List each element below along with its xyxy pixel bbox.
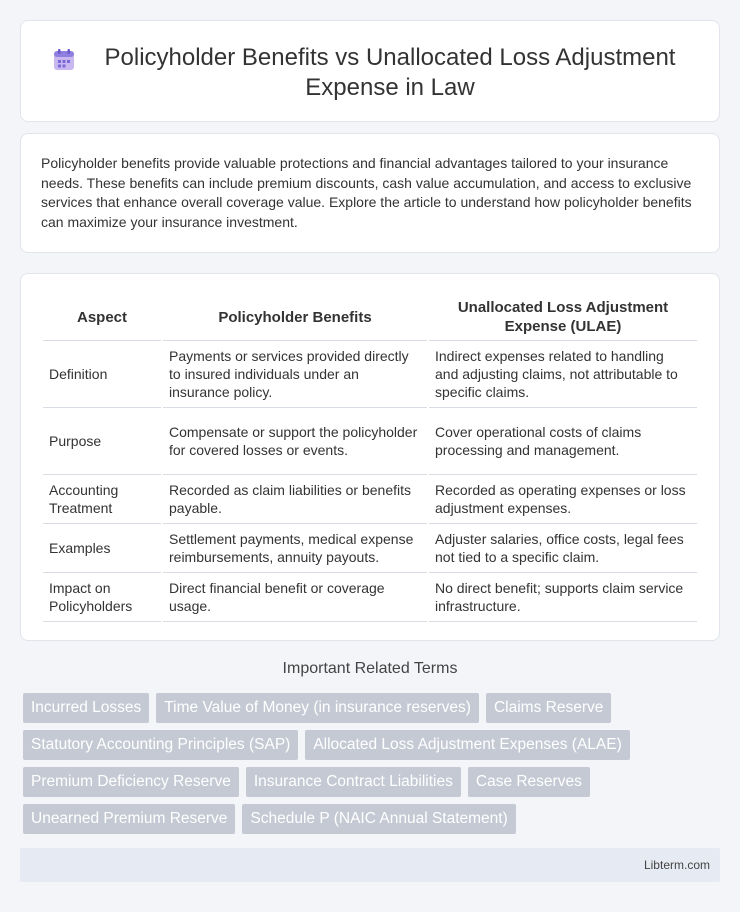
title-card	[20, 20, 720, 122]
cell-ulae: Indirect expenses related to handling and adjusting claims, not attributable to specific claims.	[429, 341, 697, 408]
cell-policyholder-benefits: Recorded as claim liabilities or benefits payable.	[163, 475, 427, 524]
related-term-tag[interactable]: Statutory Accounting Principles (SAP)	[23, 730, 298, 760]
related-term-tag[interactable]: Claims Reserve	[486, 693, 611, 723]
related-terms-heading: Important Related Terms	[282, 660, 458, 677]
table-row	[43, 524, 697, 573]
table-row	[43, 573, 697, 622]
related-terms-list	[23, 693, 723, 834]
cell-policyholder-benefits: Direct financial benefit or coverage usage.	[163, 573, 427, 622]
cell-policyholder-benefits: Settlement payments, medical expense reimbursements, annuity payouts.	[163, 524, 427, 573]
comparison-table	[41, 294, 699, 622]
cell-ulae: Recorded as operating expenses or loss adjustment expenses.	[429, 475, 697, 524]
cell-aspect: Definition	[43, 341, 161, 408]
related-term-tag[interactable]: Time Value of Money (in insurance reserves)	[156, 693, 479, 723]
intro-card	[20, 133, 720, 253]
cell-ulae: Adjuster salaries, office costs, legal fees not tied to a specific claim.	[429, 524, 697, 573]
cell-ulae: Cover operational costs of claims processing and management.	[429, 408, 697, 475]
related-term-tag[interactable]: Unearned Premium Reserve	[23, 804, 235, 834]
table-header-row	[43, 294, 697, 341]
header-policyholder-benefits: Policyholder Benefits	[163, 294, 427, 341]
cell-aspect: Impact on Policyholders	[43, 573, 161, 622]
cell-aspect: Purpose	[43, 408, 161, 475]
related-term-tag[interactable]: Case Reserves	[468, 767, 590, 797]
related-term-tag[interactable]: Premium Deficiency Reserve	[23, 767, 239, 797]
related-term-tag[interactable]: Insurance Contract Liabilities	[246, 767, 461, 797]
intro-paragraph: Policyholder benefits provide valuable protections and financial advantages tailored to your insurance needs. These benefits can include premium discounts, cash value accumulation, and access to exclusive services that enhance overall coverage value. Explore the article to understand how policyholder benefits can maximize your insurance investment.	[41, 155, 692, 230]
cell-policyholder-benefits: Payments or services provided directly to insured individuals under an insurance policy.	[163, 341, 427, 408]
related-term-tag[interactable]: Incurred Losses	[23, 693, 149, 723]
footer	[20, 848, 720, 882]
calendar-icon	[51, 47, 77, 73]
header-aspect: Aspect	[43, 294, 161, 341]
footer-brand-link[interactable]: Libterm.com	[643, 858, 710, 872]
related-term-tag[interactable]: Schedule P (NAIC Annual Statement)	[242, 804, 515, 834]
table-row	[43, 341, 697, 408]
cell-aspect: Examples	[43, 524, 161, 573]
table-row	[43, 408, 697, 475]
page-title: Policyholder Benefits vs Unallocated Loss Adjustment Expense in Law	[104, 44, 676, 101]
cell-ulae: No direct benefit; supports claim service infrastructure.	[429, 573, 697, 622]
cell-policyholder-benefits: Compensate or support the policyholder for covered losses or events.	[163, 408, 427, 475]
cell-aspect: Accounting Treatment	[43, 475, 161, 524]
header-ulae: Unallocated Loss Adjustment Expense (ULAE)	[429, 294, 697, 341]
related-term-tag[interactable]: Allocated Loss Adjustment Expenses (ALAE)	[305, 730, 629, 760]
table-row	[43, 475, 697, 524]
comparison-table-card	[20, 273, 720, 641]
